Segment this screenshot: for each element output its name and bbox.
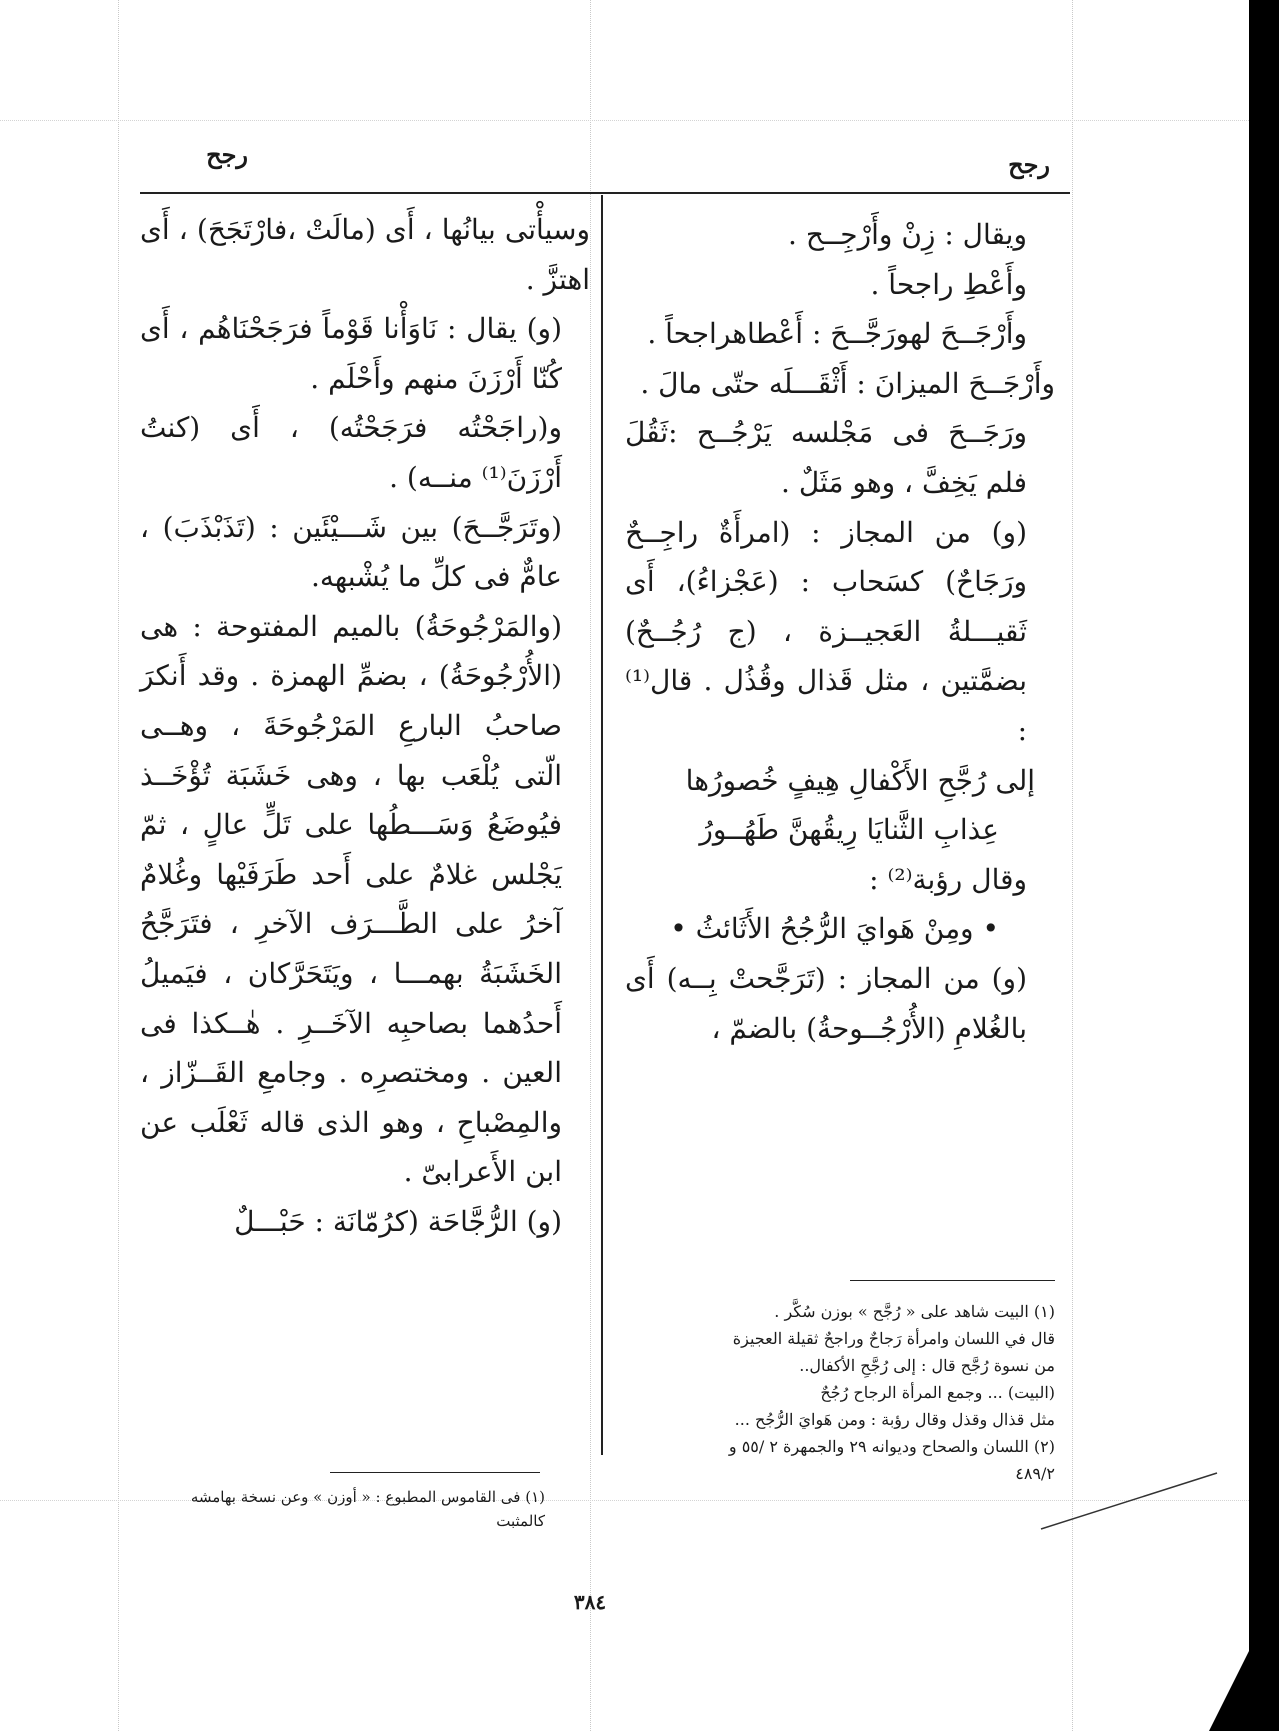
paragraph: وأَعْطِ راجحاً . [870, 267, 1027, 301]
footnote-line: (١) البيت شاهد على « رُجَّح » بوزن سُكَّر . [774, 1302, 1055, 1321]
paragraph: ورَجَــحَ فى مَجْلسه يَرْجُــح :ثَقُلَ فلم يَخِفَّ ، وهو مَثَلٌ . [625, 416, 1027, 499]
footnote-rule-right [850, 1280, 1055, 1281]
running-header-right: رجح [1008, 150, 1050, 179]
paragraph: (والمَرْجُوحَةُ) بالميم المفتوحة : هى (الأُرْجُوحَةُ) ، بضمِّ الهمزة . وقد أَنكرَ صاحبُ البارعِ المَرْجُوحَةَ ، وهــى الّتى يُلْعَب بها ، وهى خَشَبَة تُؤْخَــذ فيُوضَعُ وَسَـــطُها على تَلٍّ عالٍ ، ثمّ يَجْلس غلامٌ على أَحد طَرَفَيْها وغُلامٌ آخرُ على الطَّـــرَف الآخرِ ، فتَرَجَّحُ الخَشَبَةُ بهمـــا ، ويَتَحَرَّكان ، فيَميلُ أَحدُهما بصاحبِه الآخَــرِ . هٰــكذا فى العين . ومختصرِه . وجامعِ القَــزّاز ، والمِصْباحِ ، وهو الذى قاله ثَعْلَب عن ابن الأَعرابىّ . [140, 609, 562, 1189]
header-rule [140, 192, 1070, 194]
paragraph: (و) الرُّجَّاحَة (كرُمّانَة : حَبْـــلٌ [234, 1204, 562, 1238]
pen-stroke-mark [1039, 1471, 1219, 1531]
running-header-left: رجح [206, 140, 248, 169]
paragraph: و(راجَحْتُه فرَجَحْتُه) ، أَى (كنتُ أَرْزَنَ⁽¹⁾ منــه) . [140, 411, 562, 494]
paragraph: وسيأْتى بيانُها ، أَى (مالَتْ ،فارْتَجَحَ) ، أَى اهتزَّ . [140, 213, 590, 296]
paragraph: (وتَرَجَّــحَ) بين شَـــيْئَين : (تَذَبْذَبَ) ، عامٌّ فى كلِّ ما يُشْبهه. [140, 510, 562, 594]
footnote-rule-left [330, 1472, 540, 1473]
paragraph: ويقال : زِنْ وأَرْجِــح . [788, 218, 1027, 251]
scan-dotted-line [118, 0, 119, 1731]
page-number: ٣٨٤ [573, 1590, 607, 1614]
paragraph: (و) يقال : نَاوَأْنا قَوْماً فرَجَحْنَاهُم ، أَى كُنّا أَرْزَنَ منهم وأَحْلَم . [140, 312, 562, 395]
paragraph: وأَرْجَــحَ لهورَجَّــحَ : أَعْطاهراجحاً . [647, 317, 1027, 351]
scan-dotted-line [0, 120, 1279, 121]
footnote-line: من نسوة رُجَّح قال : إلى رُجَّحِ الأكفال.. [799, 1356, 1055, 1375]
footnotes-right [635, 1298, 1055, 1487]
left-column [140, 205, 590, 1246]
paragraph: وقال رؤبة⁽²⁾ : [869, 862, 1027, 896]
footnotes-left [120, 1485, 545, 1533]
scan-corner-mark [1189, 1591, 1279, 1731]
scan-dotted-line [590, 0, 591, 1731]
column-divider [601, 195, 603, 1455]
right-column [625, 210, 1055, 1053]
paragraph: • ومِنْ هَوايَ الرُّجُحُ الأَثَائثُ • [670, 912, 999, 946]
paragraph: (و) من المجاز : (امرأَةٌ راجِــحٌ ورَجَاحٌ) كسَحاب : (عَجْزاءُ)، أَى ثَقيـــلةُ العَجيــزة ، (ج رُجُــحٌ) بضمَّتين ، مثل قَذال وقُذُل . قال⁽¹⁾ : [625, 515, 1027, 747]
scan-edge-shadow [1249, 0, 1279, 1731]
paragraph: إلى رُجَّحِ الأَكْفالِ هِيفٍ خُصورُها [685, 763, 1035, 797]
footnote-line: كالمثبت [496, 1512, 545, 1530]
footnote-line: ٤٨٩/٢ [1015, 1464, 1055, 1483]
footnote-line: (البيت) ... وجمع المرأة الرجاح رُجُحٌ [820, 1383, 1055, 1402]
paragraph: (و) من المجاز : (تَرَجَّحتْ بِــه) أَى بالغُلامِ (الأُرْجُــوحةُ) بالضمّ ، [625, 961, 1027, 1045]
footnote-line: قال في اللسان وامرأة رَجاحٌ وراجحٌ ثقيلة العجيزة [732, 1329, 1055, 1348]
paragraph: عِذابِ الثَّنايَا رِيقُهنَّ طَهُــورُ [699, 813, 999, 847]
footnote-line: (١) فى القاموس المطبوع : « أوزن » وعن نسخة بهامشه [190, 1488, 545, 1506]
paragraph: وأَرْجَــحَ الميزانَ : أَثْقَـــلَه حتّى مالَ . [640, 366, 1055, 400]
footnote-line: (٢) اللسان والصحاح وديوانه ٢٩ والجمهرة ٢ /٥٥ و [728, 1437, 1055, 1456]
footnote-line: مثل قذال وقذل وقال رؤبة : ومن هَوايَ الرُّجُح ... [734, 1410, 1055, 1429]
